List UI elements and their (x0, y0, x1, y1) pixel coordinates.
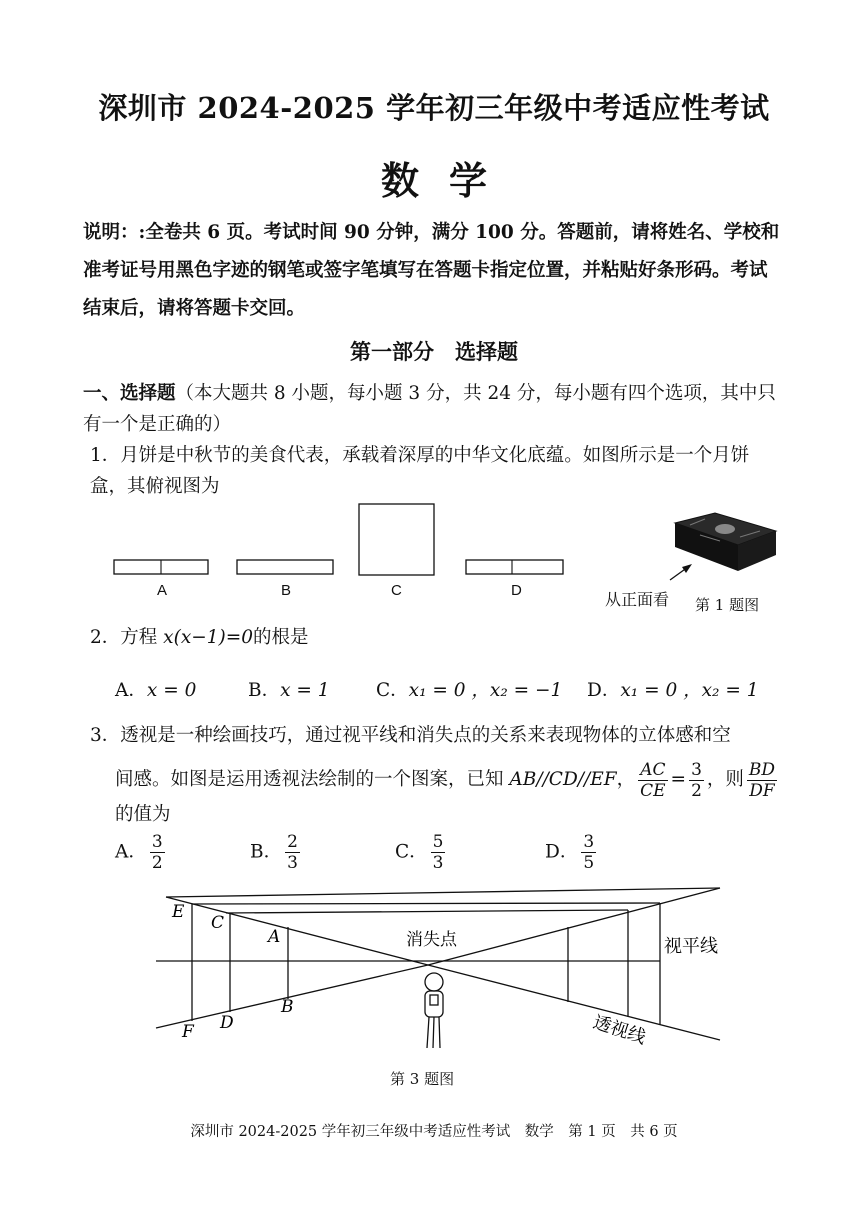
question-3-line3: 的值为 (115, 804, 171, 825)
instructions-text: :全卷共 6 页。考试时间 90 分钟，满分 100 分。答题前，请将姓名、学校和准考证号用黑色字迹的钢笔或签字笔填写在答题卡指定位置，并粘贴好条形码。考试结束后，请将答题卡交回。 (83, 222, 780, 319)
q3-option-b: B． $\frac{2}{3}$ (250, 832, 298, 873)
q3-option-a: A． $\frac{3}{2}$ (115, 832, 163, 873)
question-number: 3． (90, 725, 121, 746)
view-direction-label: 从正面看 (605, 590, 670, 609)
person-icon (425, 973, 443, 1048)
label-b: B (281, 997, 294, 1017)
vanishing-point-label: 消失点 (406, 930, 457, 950)
section-label: 一、选择题 (83, 383, 176, 404)
q3-option-c: C． $\frac{5}{3}$ (395, 832, 444, 873)
q2-option-c: C．x₁ = 0 ，x₂ = −1 (376, 680, 563, 701)
mooncake-box-icon (675, 513, 776, 571)
label-c: C (211, 913, 225, 933)
equation: x(x−1)=0 (163, 627, 254, 648)
perspective-line-label: 透视线 (590, 1011, 649, 1049)
figure-caption: 第 1 题图 (695, 596, 760, 614)
label-a: A (268, 927, 281, 947)
question-3-line1: 3．透视是一种绘画技巧，通过视平线和消失点的关系来表现物体的立体感和空 (90, 725, 731, 746)
label-e: E (172, 902, 185, 922)
option-label-b: B (281, 582, 292, 599)
option-label-c: C (391, 582, 402, 599)
horizon-line-label: 视平线 (664, 936, 718, 957)
q2-option-b: B．x = 1 (248, 680, 330, 701)
q3-option-d: D． $\frac{3}{5}$ (545, 832, 595, 873)
question-2: 2．方程 x(x−1)=0的根是 (90, 627, 309, 648)
label-f: F (182, 1022, 194, 1042)
option-label-d: D (511, 582, 522, 599)
label-d: D (220, 1013, 234, 1033)
q3-perspective-figure (150, 885, 770, 1060)
q2-option-a: A．x = 0 (115, 680, 197, 701)
point-labels (171, 902, 294, 1042)
page-footer: 深圳市 2024-2025 学年初三年级中考适应性考试 数学 第 1 页 共 6 页 (190, 1124, 678, 1140)
section-desc: （本大题共 8 小题，每小题 3 分，共 24 分，每小题有四个选项，其中只有一个是正确的） (83, 383, 776, 435)
question-3-line2: 间感。如图是运用透视法绘制的一个图案，已知 AB//CD//EF， $\frac{AC}{CE}$ = $\frac{3}{2}$ ，则 $\frac{BD}{DF}$ (115, 759, 776, 801)
question-number: 2． (90, 627, 121, 648)
q2-option-d: D．x₁ = 0 ，x₂ = 1 (587, 680, 759, 701)
question-number: 1． (90, 445, 121, 466)
figure-caption: 第 3 题图 (390, 1070, 455, 1088)
section-heading (83, 378, 783, 440)
part-title: 第一部分 选择题 (350, 339, 518, 364)
instructions-lead: 说明： (83, 222, 139, 243)
subject-title: 数学 (380, 158, 517, 203)
question-text: 月饼是中秋节的美食代表，承载着深厚的中华文化底蕴。如图所示是一个月饼盒，其俯视图为 (90, 445, 750, 497)
instructions (83, 214, 783, 328)
exam-title: 深圳市 2024-2025 学年初三年级中考适应性考试 (98, 91, 770, 125)
question-1 (90, 440, 780, 502)
option-label-a: A (157, 582, 168, 599)
